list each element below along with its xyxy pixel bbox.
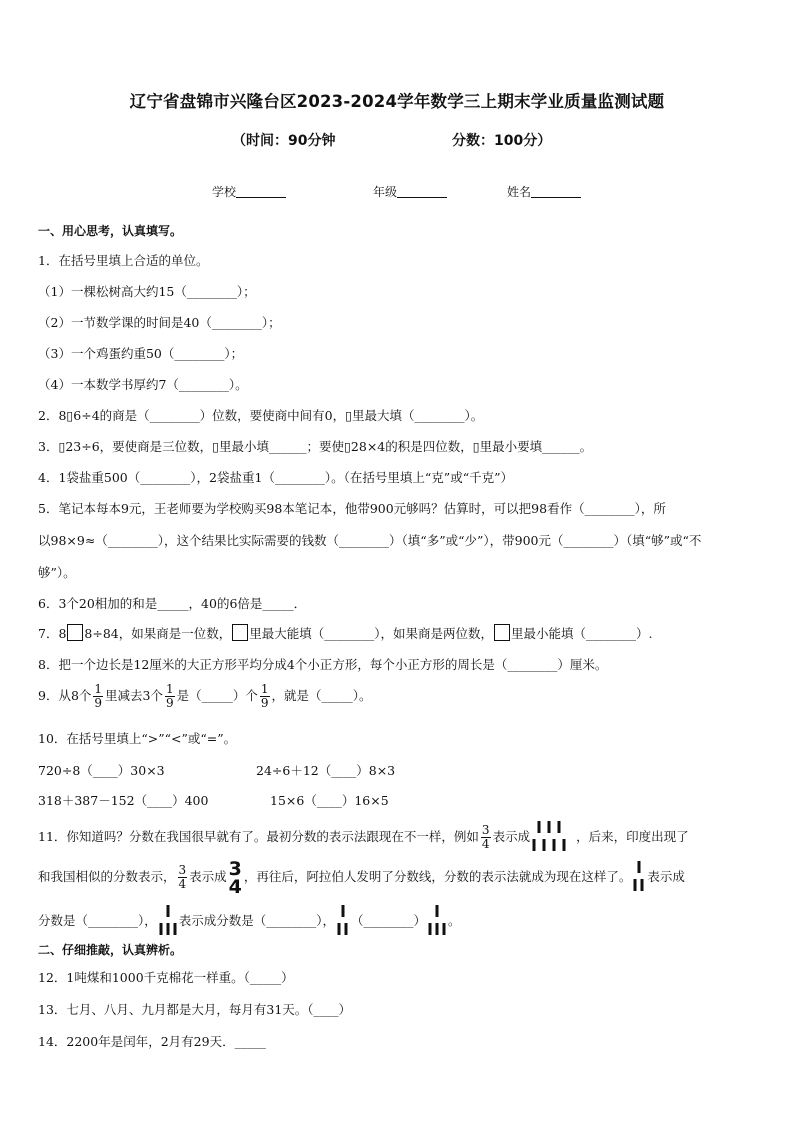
section-2-heading: 二、仔细推敲，认真辨析。: [38, 943, 183, 957]
question-11-text: ，再往后，阿拉伯人发明了分数线，分数的表示法就成为现在这样了。: [243, 869, 632, 884]
grade-field[interactable]: [373, 183, 447, 200]
name-field[interactable]: [507, 183, 581, 200]
question-10-item-c: 318＋387－152（____）400: [38, 793, 209, 808]
grade-blank[interactable]: [397, 185, 447, 198]
answer-box[interactable]: [67, 624, 83, 641]
question-11-text: 分数是（________），: [38, 913, 157, 928]
fraction: $\frac{1}{9}$: [166, 682, 174, 710]
question-8: 8．把一个边长是12厘米的大正方形平均分成4个小正方形，每个小正方形的周长是（________）厘米。: [38, 657, 608, 672]
stacked-fraction-3-4: 3 4: [228, 857, 242, 898]
question-11-text: 表示成: [492, 829, 531, 844]
name-label: 姓名: [507, 185, 532, 199]
page-title: 辽宁省盘锦市兴隆台区2023-2024学年数学三上期末学业质量监测试题: [129, 92, 665, 111]
question-9-text-b: 里减去3个: [105, 688, 163, 703]
question-7-text-a: 7．8: [38, 626, 67, 641]
question-1-part-1: （1）一棵松树高大约15（________）；: [38, 284, 256, 299]
question-7-text-b: 8÷84，如果商是一位数，: [84, 626, 232, 641]
question-11-line-1: [38, 818, 689, 857]
question-5-line-2: 以98×9≈（________），这个结果比实际需要的钱数（________）（填“多”或“少”），带900元（________）（填“够”或“不: [38, 533, 702, 548]
answer-box[interactable]: [494, 624, 510, 641]
question-11-text: 表示成: [647, 869, 685, 884]
question-9-text-c: 是（_____）个: [176, 688, 258, 703]
section-1-heading: 一、用心思考，认真填写。: [38, 224, 183, 238]
question-11-text: 表示成分数是（________），: [178, 913, 336, 928]
question-5-line-1: 5．笔记本每本9元，王老师要为学校购买98本笔记本，他带900元够吗？估算时，可以把98看作（________），所: [38, 501, 666, 516]
question-9: [38, 683, 372, 710]
question-14: 14．2200年是闰年，2月有29天．_____: [38, 1034, 266, 1049]
school-blank[interactable]: [236, 185, 286, 198]
fraction: $\frac{1}{9}$: [260, 682, 269, 710]
question-11-text: 表示成: [189, 869, 227, 884]
question-11-line-3: [38, 902, 461, 941]
school-field[interactable]: [212, 183, 286, 200]
rod-numeral-1-over-2-icon: [631, 858, 647, 897]
school-label: 学校: [212, 185, 237, 199]
question-11-text: 11．你知道吗？分数在我国很早就有了。最初分数的表示法跟现在不一样，例如: [38, 829, 479, 844]
question-6: 6．3个20相加的和是_____，40的6倍是_____．: [38, 596, 307, 611]
question-1-part-3: （3）一个鸡蛋约重50（________）；: [38, 346, 244, 361]
question-4: 4．1袋盐重500（________），2袋盐重1（________）。（在括号里填上“克”或“千克”）: [38, 470, 513, 485]
question-13: 13．七月、八月、九月都是大月，每月有31天。（____）: [38, 1002, 352, 1017]
exam-time: （时间：90分钟: [232, 133, 336, 149]
question-11-text: 。: [448, 913, 461, 928]
fraction: $\frac{1}{9}$: [94, 682, 103, 710]
rod-numeral-1-over-3-icon: [157, 902, 179, 941]
rod-numeral-1-over-2-icon: [335, 902, 351, 941]
rod-numeral-3-over-4-icon: [530, 818, 576, 857]
question-7: [38, 624, 653, 642]
question-2: 2．8▯6÷4的商是（________）位数，要使商中间有0，▯里最大填（________）。: [38, 408, 484, 423]
question-12: 12．1吨煤和1000千克棉花一样重。（_____）: [38, 970, 294, 985]
question-5-line-3: 够”）。: [38, 565, 76, 580]
question-7-text-c: 里最大能填（________），如果商是两位数，: [249, 626, 494, 641]
question-3: 3．▯23÷6，要使商是三位数，▯里最小填______；要使▯28×4的积是四位数，▯里最小要填______。: [38, 439, 593, 454]
question-1-stem: 1．在括号里填上合适的单位。: [38, 253, 209, 268]
question-11-text: （________）: [351, 913, 427, 928]
exam-score: 分数：100分）: [452, 133, 552, 149]
question-9-text-a: 9．从8个: [38, 688, 92, 703]
question-11-text: 和我国相似的分数表示，: [38, 869, 176, 884]
fraction: $\frac{3}{4}$: [178, 863, 187, 891]
question-11-line-2: [38, 858, 685, 897]
fraction: $\frac{3}{4}$: [481, 823, 490, 851]
question-10-item-d: 15×6（____）16×5: [270, 793, 389, 808]
question-10-item-b: 24÷6＋12（____）8×3: [256, 763, 396, 778]
question-10-item-a: 720÷8（____）30×3: [38, 763, 165, 778]
question-7-text-d: 里最小能填（________）.: [511, 626, 653, 641]
question-9-text-d: ，就是（_____）。: [271, 688, 372, 703]
rod-numeral-1-over-3-icon: [426, 902, 448, 941]
question-1-part-2: （2）一节数学课的时间是40（________）；: [38, 315, 281, 330]
grade-label: 年级: [373, 185, 398, 199]
question-11-text: ，后来，印度出现了: [576, 829, 689, 844]
answer-box[interactable]: [232, 624, 248, 641]
question-1-part-4: （4）一本数学书厚约7（________）。: [38, 377, 248, 392]
name-blank[interactable]: [531, 185, 581, 198]
question-10-stem: 10．在括号里填上“>”“<”或“=”。: [38, 731, 237, 746]
